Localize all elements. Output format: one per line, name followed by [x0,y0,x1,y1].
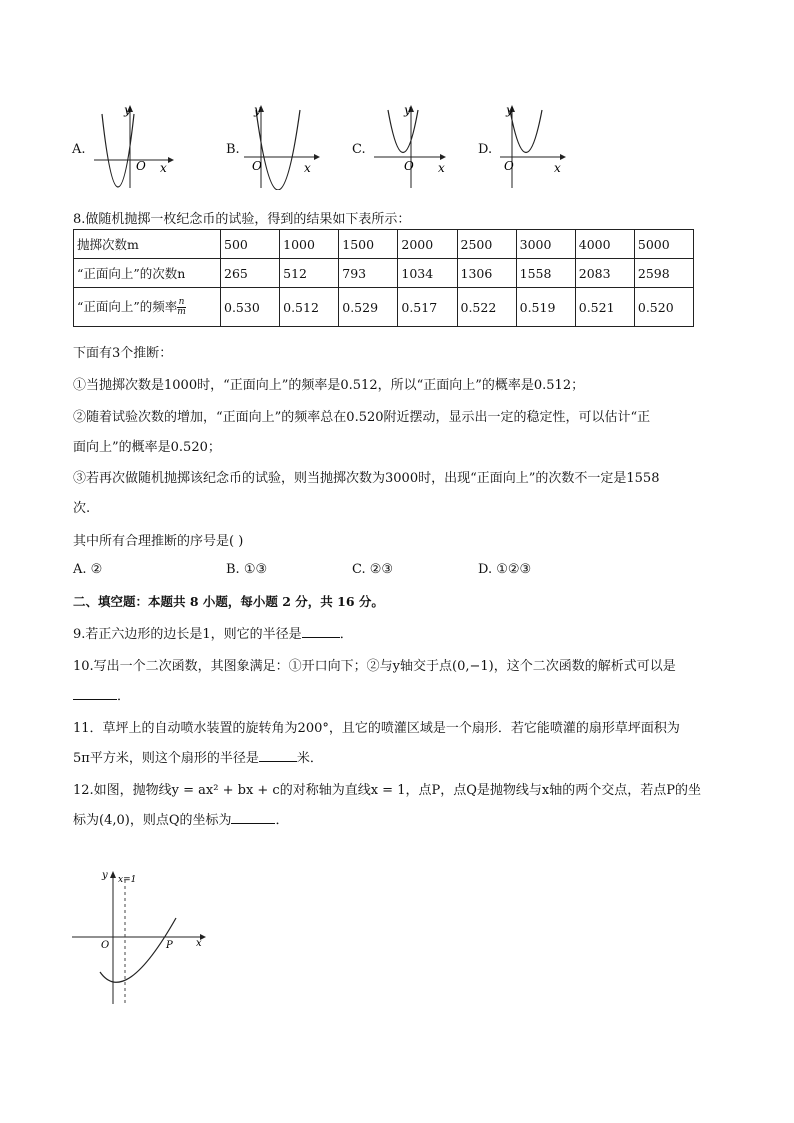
fig-origin-label: O [101,940,110,951]
answer-blank [302,626,340,638]
q10-line2 [73,685,130,704]
fraction-numerator: n [178,297,185,307]
q8-inference-2-line2: 面向上”的概率是0.520； [73,440,221,455]
table-cell: 0.529 [339,288,398,327]
q12-text: 标为(4,0)，则点Q的坐标为 [73,813,232,828]
option-a-y-label: y [124,103,131,117]
table-cell: 0.521 [575,288,634,327]
row-header: 抛掷次数m [74,230,221,259]
table-cell: 4000 [575,230,634,259]
fraction-denominator: m [177,307,186,317]
q8-stem: 8.做随机抛掷一枚纪念币的试验，得到的结果如下表所示： [73,212,411,227]
q8-option-c: C. ②③ [352,562,394,577]
option-a-graph [88,100,178,190]
fraction [177,298,186,317]
table-cell: 265 [221,259,280,288]
q10-line1: 10.写出一个二次函数，其图象满足：①开口向下；②与y轴交于点(0,−1)，这个二次函数的解析式可以是 [73,659,676,674]
answer-blank [259,750,297,762]
table-cell: 0.530 [221,288,280,327]
table-cell: 0.520 [634,288,693,327]
table-cell: 1500 [339,230,398,259]
table-cell: 2598 [634,259,693,288]
table-cell: 2500 [457,230,516,259]
table-cell: 500 [221,230,280,259]
section-heading: 二、填空题：本题共 8 小题，每小题 2 分，共 16 分。 [73,594,384,609]
row-header-text: “正面向上”的频率 [77,299,178,314]
q9 [73,623,353,642]
parabola-figure [66,866,216,1011]
table-cell: 0.512 [280,288,339,327]
q11-line2 [73,747,323,766]
table-cell: 512 [280,259,339,288]
q8-inference-2-line1: ②随着试验次数的增加，“正面向上”的频率总在0.520附近摆动，显示出一定的稳定性，可以估计“正 [73,410,651,425]
option-b-origin-label: O [252,159,262,173]
option-b-x-label: x [304,161,311,175]
q11-suffix: 米． [296,751,323,766]
table-cell: 1558 [516,259,575,288]
answer-blank [231,812,275,824]
option-b-label: B. [226,142,240,157]
option-a-x-label: x [160,161,167,175]
q8-question: 其中所有合理推断的序号是( ) [73,534,244,549]
table-cell: 1306 [457,259,516,288]
table-cell: 793 [339,259,398,288]
option-a-label: A. [72,142,86,157]
table-cell: 0.519 [516,288,575,327]
row-header [74,288,221,327]
symmetry-axis-label: x=1 [118,875,137,885]
q8-option-a: A. ② [73,562,103,577]
table-cell: 2000 [398,230,457,259]
fig-point-p-label: P [166,940,173,951]
q10-suffix: ． [117,689,131,704]
table-cell: 5000 [634,230,693,259]
fig-y-label: y [102,870,108,881]
parabola-curve [100,918,176,982]
option-a-origin-label: O [136,159,146,173]
option-d-label: D. [478,142,493,157]
q8-inference-3-line1: ③若再次做随机抛掷该纪念币的试验，则当抛掷次数为3000时，出现“正面向上”的次数不一定是1558 [73,471,660,486]
table-row [74,259,694,288]
frequency-table [73,229,694,327]
q12-line1: 12.如图，抛物线y = ax² + bx + c的对称轴为直线x = 1，点P，点Q是抛物线与x轴的两个交点，若点P的坐 [73,783,701,798]
table-row [74,288,694,327]
option-c-label: C. [352,142,366,157]
q8-option-b: B. ①③ [226,562,268,577]
option-b-graph [240,100,330,190]
option-d-x-label: x [554,161,561,175]
table-row [74,230,694,259]
option-c-y-label: y [404,103,411,117]
table-cell: 0.522 [457,288,516,327]
option-d-y-label: y [506,103,513,117]
q9-suffix: ． [339,627,353,642]
row-header: “正面向上”的次数n [74,259,221,288]
option-c-x-label: x [438,161,445,175]
option-d-graph [494,100,584,190]
q8-intro: 下面有3个推断： [73,346,173,361]
q8-inference-1: ①当抛掷次数是1000时，“正面向上”的频率是0.512，所以“正面向上”的概率是0.512； [73,378,585,393]
q11-text: 5π平方米，则这个扇形的半径是 [73,751,259,766]
table-cell: 0.517 [398,288,457,327]
fig-x-label: x [196,938,202,949]
q8-inference-3-line2: 次. [73,501,91,516]
option-b-y-label: y [254,103,261,117]
option-c-graph [370,100,460,190]
option-c-origin-label: O [404,159,414,173]
table-cell: 1034 [398,259,457,288]
q12-line2 [73,809,289,828]
table-cell: 3000 [516,230,575,259]
table-cell: 1000 [280,230,339,259]
option-d-origin-label: O [504,159,514,173]
q9-text: 9.若正六边形的边长是1，则它的半径是 [73,627,302,642]
answer-blank [73,688,117,700]
q11-line1: 11．草坪上的自动喷水装置的旋转角为200°，且它的喷灌区域是一个扇形．若它能喷灌的扇形草坪面积为 [73,721,680,736]
q8-option-d: D. ①②③ [478,562,532,577]
table-cell: 2083 [575,259,634,288]
q12-suffix: ． [275,813,289,828]
